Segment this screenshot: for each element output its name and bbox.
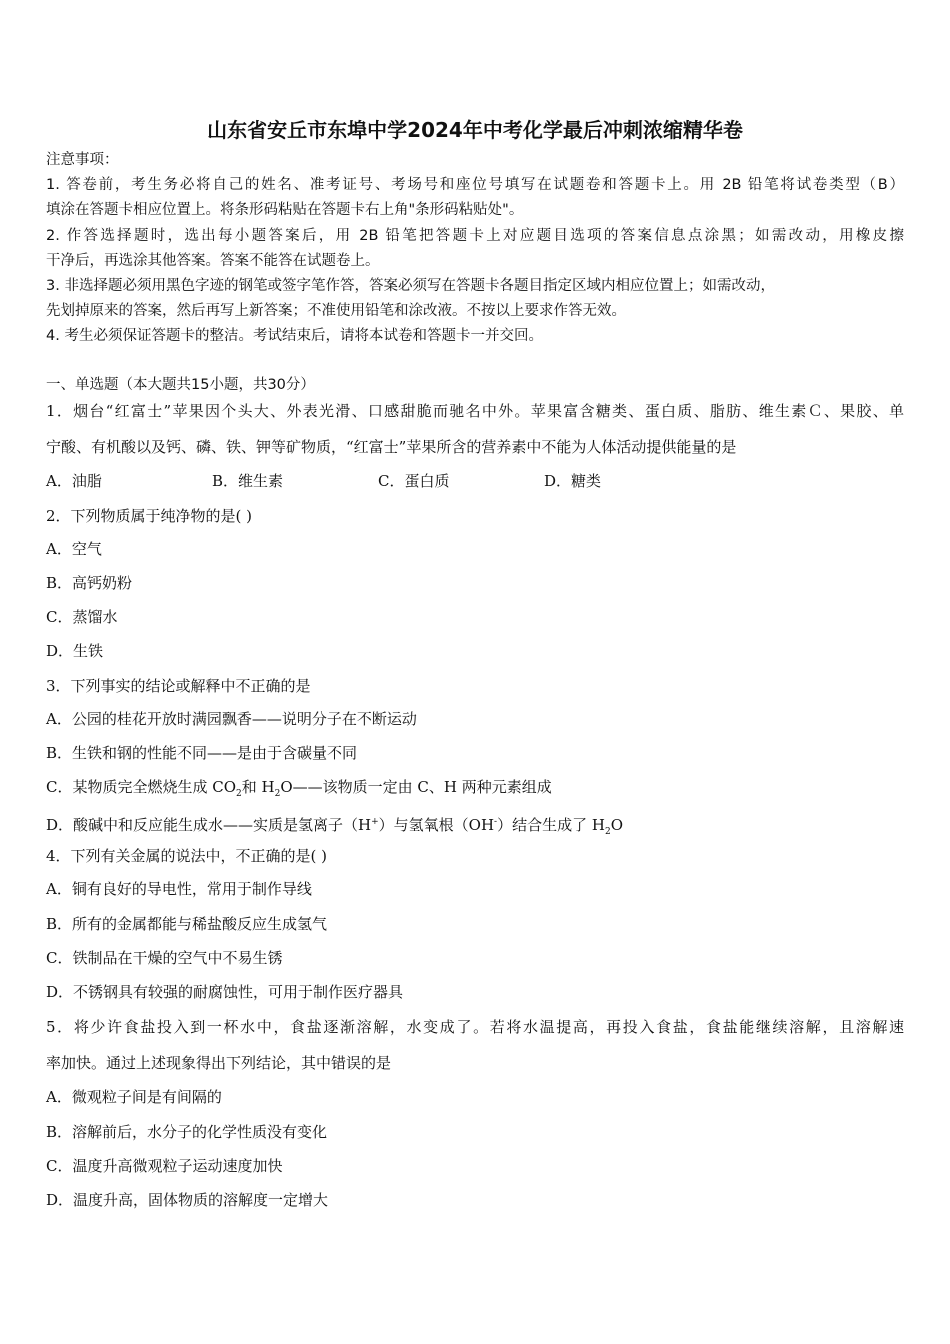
question-1-stem: 1．烟台“红富士”苹果因个头大、外表光滑、口感甜脆而驰名中外。苹果富含糖类、蛋白质、脂肪、维生素Ｃ、果胶、单 xyxy=(46,402,904,420)
page-title: 山东省安丘市东埠中学2024年中考化学最后冲刺浓缩精华卷 xyxy=(207,118,743,142)
text: O——该物质一定由 C、H 两种元素组成 xyxy=(280,778,552,796)
question-5-stem: 率加快。通过上述现象得出下列结论，其中错误的是 xyxy=(46,1054,392,1072)
option-b: B．溶解前后，水分子的化学性质没有变化 xyxy=(46,1123,328,1141)
question-2-stem: 2．下列物质属于纯净物的是( ) xyxy=(46,507,253,525)
option-a: A．公园的桂花开放时满园飘香——说明分子在不断运动 xyxy=(46,710,417,728)
option-d: D．不锈钢具有较强的耐腐蚀性，可用于制作医疗器具 xyxy=(46,983,404,1001)
option-a: A．空气 xyxy=(46,540,102,558)
option-b: B．生铁和钢的性能不同——是由于含碳量不同 xyxy=(46,744,358,762)
superscript: + xyxy=(371,817,379,827)
question-1-stem: 宁酸、有机酸以及钙、磷、铁、钾等矿物质，“红富士”苹果所含的营养素中不能为人体活动提供能量的是 xyxy=(46,438,737,456)
question-3-stem: 3．下列事实的结论或解释中不正确的是 xyxy=(46,677,311,695)
option-a: A．油脂 xyxy=(46,472,102,490)
question-5-stem: 5．将少许食盐投入到一杯水中，食盐逐渐溶解，水变成了。若将水温提高，再投入食盐，食盐能继续溶解，且溶解速 xyxy=(46,1018,904,1036)
text: 和 H xyxy=(241,778,275,796)
notice-line: 2. 作答选择题时，选出每小题答案后，用 2B 铅笔把答题卡上对应题目选项的答案信息点涂黑；如需改动，用橡皮擦 xyxy=(46,228,904,244)
option-c: C．温度升高微观粒子运动速度加快 xyxy=(46,1157,283,1175)
section-heading: 一、单选题（本大题共15小题，共30分） xyxy=(46,377,315,393)
text: D．酸碱中和反应能生成水——实质是氢离子（H xyxy=(46,816,372,834)
notice-line: 3. 非选择题必须用黑色字迹的钢笔或签字笔作答，答案必须写在答题卡各题目指定区域内相应位置上；如需改动， xyxy=(46,278,775,294)
notice-heading: 注意事项： xyxy=(46,152,119,168)
question-4-stem: 4．下列有关金属的说法中，不正确的是( ) xyxy=(46,847,328,865)
text: ）结合生成了 H xyxy=(497,816,605,834)
option-d xyxy=(46,812,623,842)
subscript: 2 xyxy=(604,827,611,837)
text: C．某物质完全燃烧生成 CO xyxy=(46,778,237,796)
text: ）与氢氧根（OH xyxy=(378,816,495,834)
option-c: C．蛋白质 xyxy=(378,472,450,490)
notice-line: 填涂在答题卡相应位置上。将条形码粘贴在答题卡右上角"条形码粘贴处"。 xyxy=(46,202,524,218)
subscript: 2 xyxy=(236,789,242,799)
option-d: D．生铁 xyxy=(46,642,104,660)
subscript: 2 xyxy=(274,789,281,799)
option-a: A．铜有良好的导电性，常用于制作导线 xyxy=(46,880,312,898)
notice-line: 4. 考生必须保证答题卡的整洁。考试结束后，请将本试卷和答题卡一并交回。 xyxy=(46,328,543,344)
option-d: D．糖类 xyxy=(544,472,602,490)
option-b: B．所有的金属都能与稀盐酸反应生成氢气 xyxy=(46,915,328,933)
notice-line: 先划掉原来的答案，然后再写上新答案；不准使用铅笔和涂改液。不按以上要求作答无效。 xyxy=(46,303,626,319)
option-c xyxy=(46,777,552,804)
option-b: B．高钙奶粉 xyxy=(46,574,133,592)
notice-line: 1. 答卷前，考生务必将自己的姓名、准考证号、考场号和座位号填写在试题卷和答题卡上。用 2B 铅笔将试卷类型（B） xyxy=(46,177,904,193)
option-d: D．温度升高，固体物质的溶解度一定增大 xyxy=(46,1191,329,1209)
option-c: C．蒸馏水 xyxy=(46,608,118,626)
option-b: B．维生素 xyxy=(212,472,284,490)
option-c: C．铁制品在干燥的空气中不易生锈 xyxy=(46,949,283,967)
option-a: A．微观粒子间是有间隔的 xyxy=(46,1088,222,1106)
question-1-options xyxy=(46,471,710,491)
notice-line: 干净后，再选涂其他答案。答案不能答在试题卷上。 xyxy=(46,253,380,269)
text: O xyxy=(610,816,623,834)
superscript: - xyxy=(494,817,498,827)
